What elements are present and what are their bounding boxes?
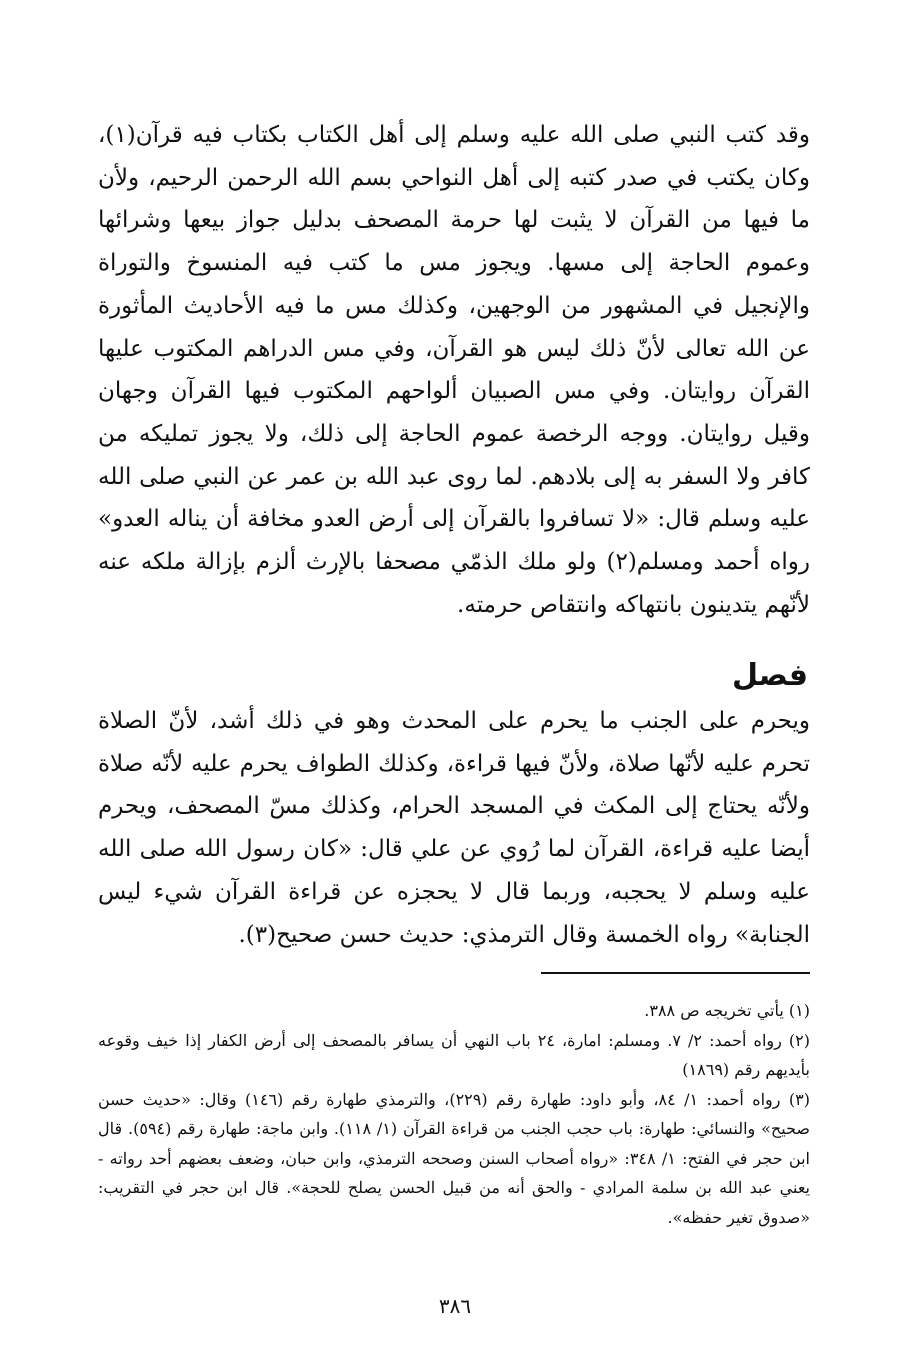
footnote-2: (٢) رواه أحمد: ٢/ ٧. ومسلم: امارة، ٢٤ باب النهي أن يسافر بالمصحف إلى أرض الكفار إذا خيف وقوعه بأيديهم رقم (١٨٦٩): [98, 1030, 811, 1079]
page-number: ٣٨٦: [438, 1294, 472, 1318]
section-heading: فصل: [732, 658, 808, 693]
footnotes-list: [98, 996, 810, 1232]
footnote-separator: [541, 972, 810, 974]
footnote-3: (٣) رواه أحمد: ١/ ٨٤، وأبو داود: طهارة رقم (٢٢٩)، والترمذي طهارة رقم (١٤٦) وقال: «حديث حسن صحيح» والنسائي: طهارة: باب حجب الجنب من قراءة القرآن (١/ ١١٨). وابن ماجة: طهارة رقم (٥٩٤). قال ابن حجر في الفتح: ١/ ٣٤٨: «رواه أصحاب السنن وصححه الترمذي، وابن حبان، وضعف بعضهم أحد رواته - يعني عبد الله بن سلمة المرادي - والحق أنه من قبيل الحسن يصلح للحجة». قال ابن حجر في التقريب: «صدوق تغير حفظه».: [98, 1089, 811, 1227]
footnote-1: (١) يأتي تخريجه ص ٣٨٨.: [644, 1001, 810, 1020]
body-paragraph-2: ويحرم على الجنب ما يحرم على المحدث وهو في ذلك أشد، لأنّ الصلاة تحرم عليه لأنّها صلاة، ولأنّ فيها قراءة، وكذلك الطواف يحرم عليه لأنّه صلاة ولأنّه يحتاج إلى المكث في المسجد الحرام، وكذلك مسّ المصحف، ويحرم أيضا عليه قراءة، القرآن لما رُوي عن علي قال: «كان رسول الله صلى الله عليه وسلم لا يحجبه، وربما قال لا يحجزه عن قراءة القرآن شيء ليس الجنابة» رواه الخمسة وقال الترمذي: حديث حسن صحيح(٣).: [98, 708, 810, 948]
body-paragraph-1: وقد كتب النبي صلى الله عليه وسلم إلى أهل الكتاب بكتاب فيه قرآن(١)، وكان يكتب في صدر كتبه إلى أهل النواحي بسم الله الرحمن الرحيم، ولأن ما فيها من القرآن لا يثبت لها حرمة المصحف بدليل جواز بيعها وشرائها وعموم الحاجة إلى مسها. ويجوز مس ما كتب فيه المنسوخ والتوراة والإنجيل في المشهور من الوجهين، وكذلك مس ما فيه الأحاديث المأثورة عن الله تعالى لأنّ ذلك ليس هو القرآن، وفي مس الدراهم المكتوب عليها القرآن روايتان. وفي مس الصبيان ألواحهم المكتوب فيها القرآن وجهان وقيل روايتان. ووجه الرخصة عموم الحاجة إلى ذلك، ولا يجوز تمليكه من كافر ولا السفر به إلى بلادهم. لما روى عبد الله بن عمر عن النبي صلى الله عليه وسلم قال: «لا تسافروا بالقرآن إلى أرض العدو مخافة أن يناله العدو» رواه أحمد ومسلم(٢) ولو ملك الذمّي مصحفا بالإرث ألزم بإزالة ملكه عنه لأنّهم يتدينون بانتهاكه وانتقاص حرمته.: [98, 122, 810, 618]
